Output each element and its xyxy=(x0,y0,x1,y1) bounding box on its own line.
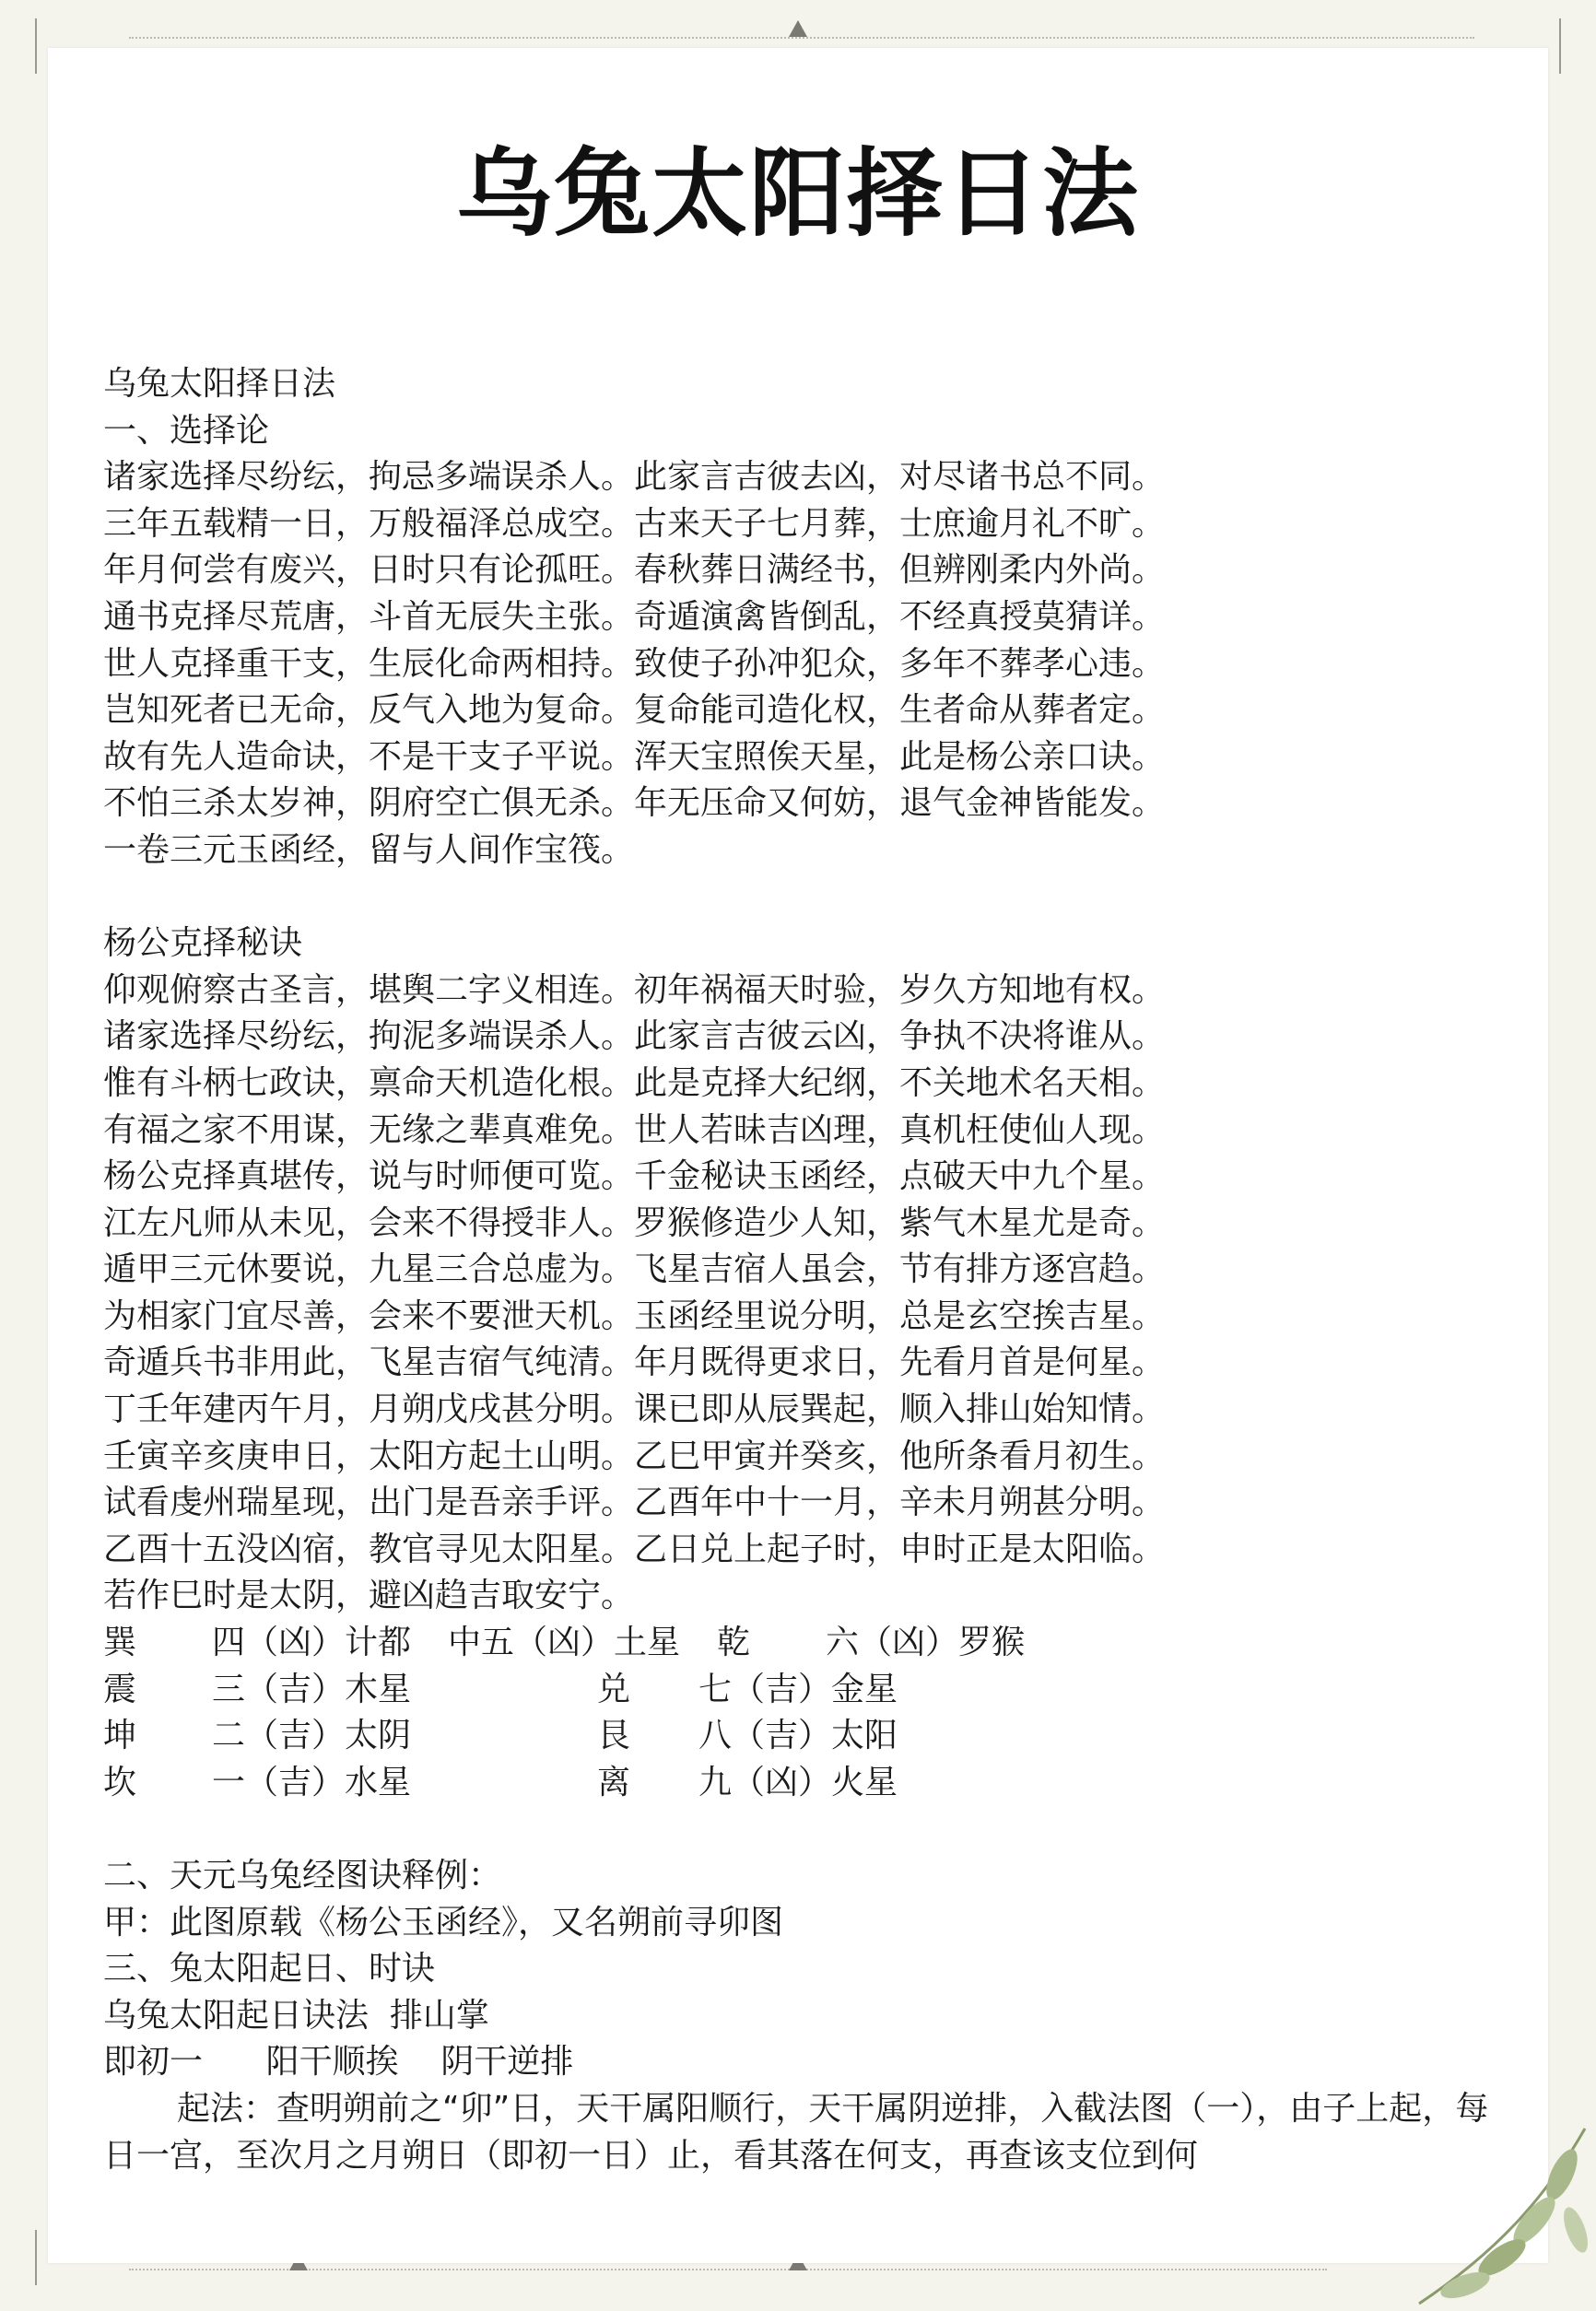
trigram-cell: 坤 xyxy=(103,1717,137,1755)
poem-line: 奇遁兵书非用此，飞星吉宿气纯清。年月既得更求日，先看月首是何星。 xyxy=(103,1343,1166,1382)
page-title: 乌兔太阳择日法 xyxy=(455,137,1140,250)
poem-line: 杨公克择真堪传，说与时师便可览。千金秘诀玉函经，点破天中九个星。 xyxy=(103,1157,1166,1196)
poem-line: 不怕三杀太岁神，阴府空亡俱无杀。年无压命又何妨，退气金神皆能发。 xyxy=(103,784,1166,823)
bottom-left-corner-mark xyxy=(35,2230,37,2285)
star-cell: 中五（凶）土星 xyxy=(448,1624,681,1662)
trigram-cell: 艮 xyxy=(597,1717,631,1755)
poem-line: 世人克择重干支，生辰化命两相持。致使子孙冲犯众，多年不葬孝心违。 xyxy=(103,644,1166,683)
table-row xyxy=(103,1760,1495,1807)
poem-line: 故有先人造命诀，不是干支子平说。浑天宝照俟天星，此是杨公亲口诀。 xyxy=(103,737,1166,776)
table-row xyxy=(103,1620,1495,1667)
star-cell: 四（凶）计都 xyxy=(212,1624,412,1662)
poem-line: 若作巳时是太阴，避凶趋吉取安宁。 xyxy=(103,1577,635,1615)
method-paragraph: 起法：查明朔前之“卯”日，天干属阳顺行，天干属阴逆排，入截法图（一），由子上起，每日一宫，至次月之月朔日（即初一日）止，看其落在何支，再查该支位到何 xyxy=(103,2089,1489,2175)
poem-line: 壬寅辛亥庚申日，太阳方起土山明。乙巳甲寅并癸亥，他所条看月初生。 xyxy=(103,1437,1166,1475)
star-cell: 九（凶）火星 xyxy=(698,1763,898,1801)
section3-line: 乌兔太阳起日诀法 排山掌 xyxy=(103,1996,489,2035)
section3-line: 甲：此图原载《杨公玉函经》，又名朔前寻卯图 xyxy=(103,1903,784,1941)
document-page xyxy=(48,48,1548,2263)
poem-line: 仰观俯察古圣言，堪舆二字义相连。初年祸福天时验，岁久方知地有权。 xyxy=(103,970,1166,1009)
section3-line: 即初一 阳干顺挨 阴干逆排 xyxy=(103,2043,574,2082)
section3-line: 二、天元乌兔经图诀释例： xyxy=(103,1857,502,1895)
table-row xyxy=(103,1667,1495,1714)
table-row xyxy=(103,1713,1495,1760)
right-corner-mark xyxy=(1559,18,1561,74)
star-cell: 二（吉）太阴 xyxy=(212,1717,412,1755)
bottom-border-dots xyxy=(129,2269,1327,2270)
trigram-cell: 坎 xyxy=(103,1763,137,1801)
poem-line: 年月何尝有废兴，日时只有论孤旺。春秋葬日满经书，但辨刚柔内外尚。 xyxy=(103,551,1166,590)
spacer xyxy=(103,1806,1495,1853)
poem-line: 一卷三元玉函经，留与人间作宝筏。 xyxy=(103,830,635,869)
poem-line: 江左凡师从未见，会来不得授非人。罗猴修造少人知，紫气木星尤是奇。 xyxy=(103,1203,1166,1242)
trigram-table xyxy=(103,1620,1495,1806)
poem-line: 有福之家不用谋，无缘之辈真难免。世人若昧吉凶理，真机枉使仙人现。 xyxy=(103,1110,1166,1149)
trigram-cell: 乾 xyxy=(717,1624,751,1662)
poem-line: 通书克择尽荒唐，斗首无辰失主张。奇遁演禽皆倒乱，不经真授莫猜详。 xyxy=(103,597,1166,636)
poem-line: 三年五载精一日，万般福泽总成空。古来天子七月葬，士庶逾月礼不旷。 xyxy=(103,504,1166,543)
poem-line: 诸家选择尽纷纭，拘忌多端误杀人。此家言吉彼去凶，对尽诸书总不同。 xyxy=(103,458,1166,497)
trigram-cell: 离 xyxy=(597,1763,631,1801)
poem-line: 乙酉十五没凶宿，教官寻见太阳星。乙日兑上起子时，申时正是太阳临。 xyxy=(103,1530,1166,1568)
spacer xyxy=(103,874,1495,921)
left-corner-mark xyxy=(35,18,37,74)
poem-line: 遁甲三元休要说，九星三合总虚为。飞星吉宿人虽会，节有排方逐宫趋。 xyxy=(103,1250,1166,1289)
poem-line: 惟有斗柄七政诀，禀命天机造化根。此是克择大纪纲，不关地术名天相。 xyxy=(103,1063,1166,1102)
poem-line: 岂知死者已无命，反气入地为复命。复命能司造化权，生者命从葬者定。 xyxy=(103,691,1166,730)
star-cell: 七（吉）金星 xyxy=(698,1670,898,1708)
star-cell: 三（吉）木星 xyxy=(212,1670,412,1708)
section1-heading: 一、选择论 xyxy=(103,411,270,450)
leaf-decoration-icon xyxy=(1364,2119,1594,2311)
top-triangle-ornament xyxy=(789,20,807,37)
trigram-cell: 巽 xyxy=(103,1624,137,1662)
trigram-cell: 震 xyxy=(103,1670,137,1708)
trigram-cell: 兑 xyxy=(597,1670,631,1708)
poem-line: 诸家选择尽纷纭，拘泥多端误杀人。此家言吉彼云凶，争执不决将谁从。 xyxy=(103,1017,1166,1056)
poem-line: 丁壬年建丙午月，月朔戊戌甚分明。课已即从辰巽起，顺入排山始知情。 xyxy=(103,1390,1166,1429)
star-cell: 八（吉）太阳 xyxy=(698,1717,898,1755)
document-body xyxy=(103,361,1495,2179)
section3-line: 三、兔太阳起日、时诀 xyxy=(103,1950,436,1988)
heading: 乌兔太阳择日法 xyxy=(103,365,336,403)
star-cell: 六（凶）罗猴 xyxy=(826,1624,1026,1662)
section2-heading: 杨公克择秘诀 xyxy=(103,924,303,963)
poem-line: 试看虔州瑞星现，出门是吾亲手评。乙酉年中十一月，辛未月朔甚分明。 xyxy=(103,1484,1166,1522)
star-cell: 一（吉）水星 xyxy=(212,1763,412,1801)
poem-line: 为相家门宜尽善，会来不要泄天机。玉函经里说分明，总是玄空挨吉星。 xyxy=(103,1296,1166,1335)
